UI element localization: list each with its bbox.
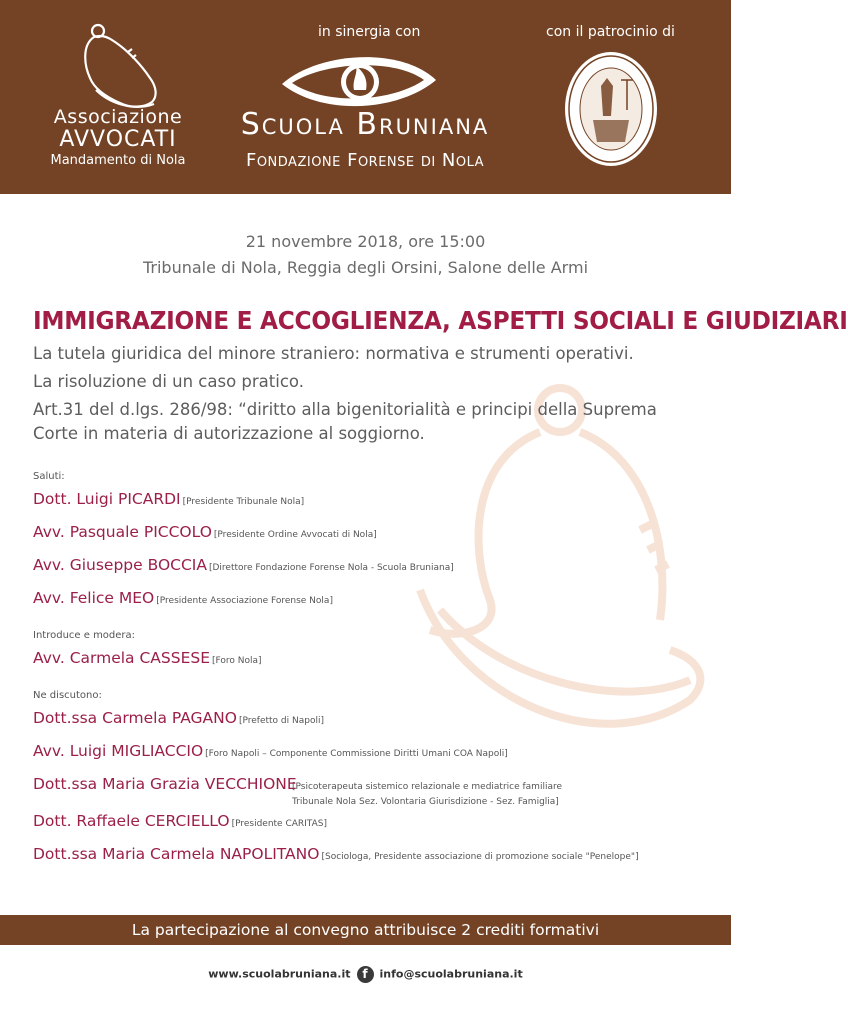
speaker-name: Avv. Pasquale PICCOLO xyxy=(33,523,212,541)
speaker-role: [Foro Nola] xyxy=(212,656,262,666)
header-banner xyxy=(0,0,731,194)
speaker-item xyxy=(33,489,304,508)
event-date: 21 novembre 2018, ore 15:00 xyxy=(245,232,486,251)
association-name xyxy=(30,108,206,168)
event-title: IMMIGRAZIONE E ACCOGLIENZA, ASPETTI SOCIALI E GIUDIZIARI xyxy=(33,306,848,335)
speaker-item xyxy=(33,741,508,760)
speaker-item xyxy=(33,555,454,574)
speaker-name: Dott.ssa Maria Carmela NAPOLITANO xyxy=(33,845,320,863)
speaker-role: [Presidente Ordine Avvocati di Nola] xyxy=(213,530,377,540)
speaker-role: [Presidente Associazione Forense Nola] xyxy=(156,596,333,606)
event-subtitle-2: La risoluzione di un caso pratico. xyxy=(33,372,304,391)
facebook-icon[interactable]: f xyxy=(357,966,374,983)
speaker-role: [Presidente Tribunale Nola] xyxy=(182,497,305,507)
speaker-role: [Sociologa, Presidente associazione di promozione sociale "Penelope"] xyxy=(321,852,639,862)
speaker-role-multiline xyxy=(292,780,562,810)
speaker-name: Avv. Giuseppe BOCCIA xyxy=(33,556,207,574)
speaker-name: Avv. Felice MEO xyxy=(33,589,155,607)
ordine-avvocati-seal-icon xyxy=(563,50,659,168)
speaker-item xyxy=(33,844,639,863)
email-link[interactable]: info@scuolabruniana.it xyxy=(379,967,523,981)
speaker-role: [Presidente CARITAS] xyxy=(231,819,327,829)
modera-label: Introduce e modera: xyxy=(33,630,136,641)
speaker-item xyxy=(33,588,333,607)
patrocinio-label: con il patrocinio di xyxy=(546,24,675,40)
speaker-name: Avv. Carmela CASSESE xyxy=(33,649,211,667)
speaker-item xyxy=(33,708,324,727)
speaker-name: Dott.ssa Maria Grazia VECCHIONE xyxy=(33,775,297,793)
association-line2: AVVOCATI xyxy=(59,126,177,152)
association-line1: Associazione xyxy=(53,106,183,128)
sinergia-label: in sinergia con xyxy=(318,24,421,40)
speaker-name: Dott. Raffaele CERCIELLO xyxy=(33,812,230,830)
speaker-item xyxy=(33,774,297,793)
speaker-role: [Foro Napoli – Componente Commissione Diritti Umani COA Napoli] xyxy=(205,749,508,759)
saluti-label: Saluti: xyxy=(33,471,65,482)
contacts-row xyxy=(0,966,731,983)
event-subtitle-1: La tutela giuridica del minore straniero: normativa e strumenti operativi. xyxy=(33,344,634,363)
event-subtitle-3: Art.31 del d.lgs. 286/98: “diritto alla bigenitorialità e principi della Suprema Corte in materia di autorizzazione al soggiorno. xyxy=(33,400,657,443)
website-link[interactable]: www.scuolabruniana.it xyxy=(208,967,351,981)
speaker-role: [Direttore Fondazione Forense Nola - Scuola Bruniana] xyxy=(208,563,454,573)
credits-banner: La partecipazione al convegno attribuisce 2 crediti formativi xyxy=(0,915,731,945)
speaker-name: Avv. Luigi MIGLIACCIO xyxy=(33,742,204,760)
speaker-role-line2: Tribunale Nola Sez. Volontaria Giurisdizione - Sez. Famiglia] xyxy=(292,797,559,807)
speaker-item xyxy=(33,522,377,541)
bell-logo-icon xyxy=(72,20,164,112)
speaker-item xyxy=(33,648,262,667)
eye-logo-icon xyxy=(278,50,440,112)
fondazione-subtitle: Fondazione Forense di Nola xyxy=(245,150,485,171)
speaker-role: [Prefetto di Napoli] xyxy=(238,716,324,726)
scuola-bruniana-title: Scuola Bruniana xyxy=(240,107,490,142)
association-line3: Mandamento di Nola xyxy=(50,153,186,169)
speaker-name: Dott. Luigi PICARDI xyxy=(33,490,181,508)
speaker-item xyxy=(33,811,327,830)
speaker-role: [Psicoterapeuta sistemico relazionale e mediatrice familiare xyxy=(292,782,563,792)
discutono-label: Ne discutono: xyxy=(33,690,102,701)
event-venue: Tribunale di Nola, Reggia degli Orsini, Salone delle Armi xyxy=(142,258,589,277)
speaker-name: Dott.ssa Carmela PAGANO xyxy=(33,709,237,727)
